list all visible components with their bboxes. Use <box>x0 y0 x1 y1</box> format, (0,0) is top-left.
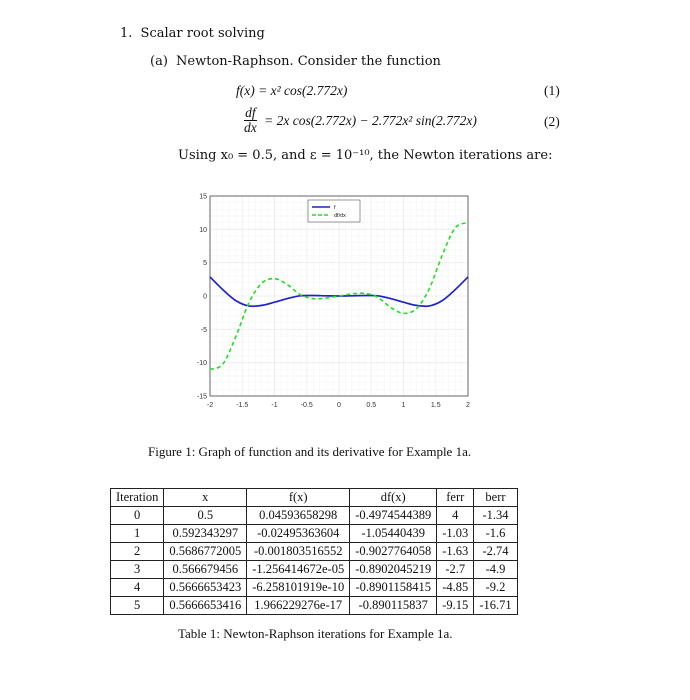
table-cell: -1.34 <box>474 507 517 525</box>
column-header: ferr <box>437 489 474 507</box>
table-cell: -6.258101919e-10 <box>247 579 350 597</box>
table-cell: -0.890115837 <box>350 597 437 615</box>
table-cell: -4.85 <box>437 579 474 597</box>
function-derivative-plot <box>190 188 490 418</box>
y-tick-label: 15 <box>199 193 207 201</box>
table-cell: 0.5666653416 <box>164 597 247 615</box>
table-cell: -16.71 <box>474 597 517 615</box>
table-cell: -9.2 <box>474 579 517 597</box>
table-cell: 0 <box>111 507 164 525</box>
table-caption: Table 1: Newton-Raphson iterations for Example 1a. <box>178 626 453 641</box>
y-tick-label: 0 <box>203 293 207 301</box>
table-cell: 0.592343297 <box>164 525 247 543</box>
table-row <box>111 579 518 597</box>
table-cell: -4.9 <box>474 561 517 579</box>
derivative-numerator: df <box>245 105 256 120</box>
table-cell: -1.05440439 <box>350 525 437 543</box>
table-cell: -0.4974544389 <box>350 507 437 525</box>
equation-1-number: (1) <box>544 83 560 98</box>
table-cell: 0.5666653423 <box>164 579 247 597</box>
table-cell: -0.001803516552 <box>247 543 350 561</box>
table-cell: 1.966229276e-17 <box>247 597 350 615</box>
y-tick-label: -10 <box>196 360 207 368</box>
column-header: Iteration <box>111 489 164 507</box>
table-cell: 1 <box>111 525 164 543</box>
iterations-table <box>110 488 518 615</box>
table-row <box>111 597 518 615</box>
y-tick-label: 5 <box>203 260 207 268</box>
x-tick-label: -1 <box>271 402 278 409</box>
x-tick-label: 0.5 <box>366 402 377 409</box>
table-row <box>111 507 518 525</box>
column-header: x <box>164 489 247 507</box>
equation-2-number: (2) <box>544 114 560 129</box>
table-cell: -1.6 <box>474 525 517 543</box>
table-cell: 5 <box>111 597 164 615</box>
equation-1-body: f(x) = x² cos(2.772x) <box>236 83 348 98</box>
section-title: Scalar root solving <box>140 26 265 41</box>
x-tick-label: 0 <box>337 402 341 409</box>
table-cell: -2.7 <box>437 561 474 579</box>
table-cell: -0.9027764058 <box>350 543 437 561</box>
table-cell: 0.5 <box>164 507 247 525</box>
table-header-row <box>111 489 518 507</box>
table-cell: 0.04593658298 <box>247 507 350 525</box>
subsection-heading <box>150 54 441 69</box>
x-tick-label: 1.5 <box>430 402 441 409</box>
table-row <box>111 561 518 579</box>
table-cell: 2 <box>111 543 164 561</box>
derivative-denominator: dx <box>244 120 257 135</box>
equation-2 <box>244 106 477 135</box>
table-row <box>111 525 518 543</box>
y-tick-label: 10 <box>199 226 207 234</box>
table-cell: -1.03 <box>437 525 474 543</box>
table-cell: -9.15 <box>437 597 474 615</box>
x-tick-label: -0.5 <box>300 402 313 409</box>
x-tick-label: -1.5 <box>236 402 249 409</box>
table-cell: 0.5686772005 <box>164 543 247 561</box>
section-heading <box>120 26 265 41</box>
legend-label: f <box>334 205 336 211</box>
table-cell: -0.8902045219 <box>350 561 437 579</box>
legend-label: df/dx <box>334 213 346 219</box>
table-cell: -2.74 <box>474 543 517 561</box>
equation-1 <box>236 83 347 99</box>
table-cell: 4 <box>437 507 474 525</box>
equation-2-rhs: = 2x cos(2.772x) − 2.772x² sin(2.772x) <box>264 112 477 128</box>
column-header: df(x) <box>350 489 437 507</box>
subsection-text: Newton-Raphson. Consider the function <box>176 54 441 69</box>
subsection-label: (a) <box>150 54 168 69</box>
table-cell: 3 <box>111 561 164 579</box>
x-tick-label: 1 <box>401 402 406 409</box>
x-tick-label: 2 <box>466 402 470 409</box>
table-cell: -0.8901158415 <box>350 579 437 597</box>
section-number: 1. <box>120 26 133 41</box>
figure-caption: Figure 1: Graph of function and its derivative for Example 1a. <box>148 444 472 459</box>
y-tick-label: -15 <box>196 393 207 401</box>
derivative-fraction <box>244 106 257 135</box>
table-row <box>111 543 518 561</box>
table-cell: -0.02495363604 <box>247 525 350 543</box>
table-cell: 4 <box>111 579 164 597</box>
y-tick-label: -5 <box>200 326 207 334</box>
column-header: f(x) <box>247 489 350 507</box>
table-cell: -1.63 <box>437 543 474 561</box>
table-cell: -1.256414672e-05 <box>247 561 350 579</box>
intro-sentence: Using x₀ = 0.5, and ε = 10⁻¹⁰, the Newton iterations are: <box>178 148 553 163</box>
x-tick-label: -2 <box>206 402 214 409</box>
table-cell: 0.566679456 <box>164 561 247 579</box>
column-header: berr <box>474 489 517 507</box>
